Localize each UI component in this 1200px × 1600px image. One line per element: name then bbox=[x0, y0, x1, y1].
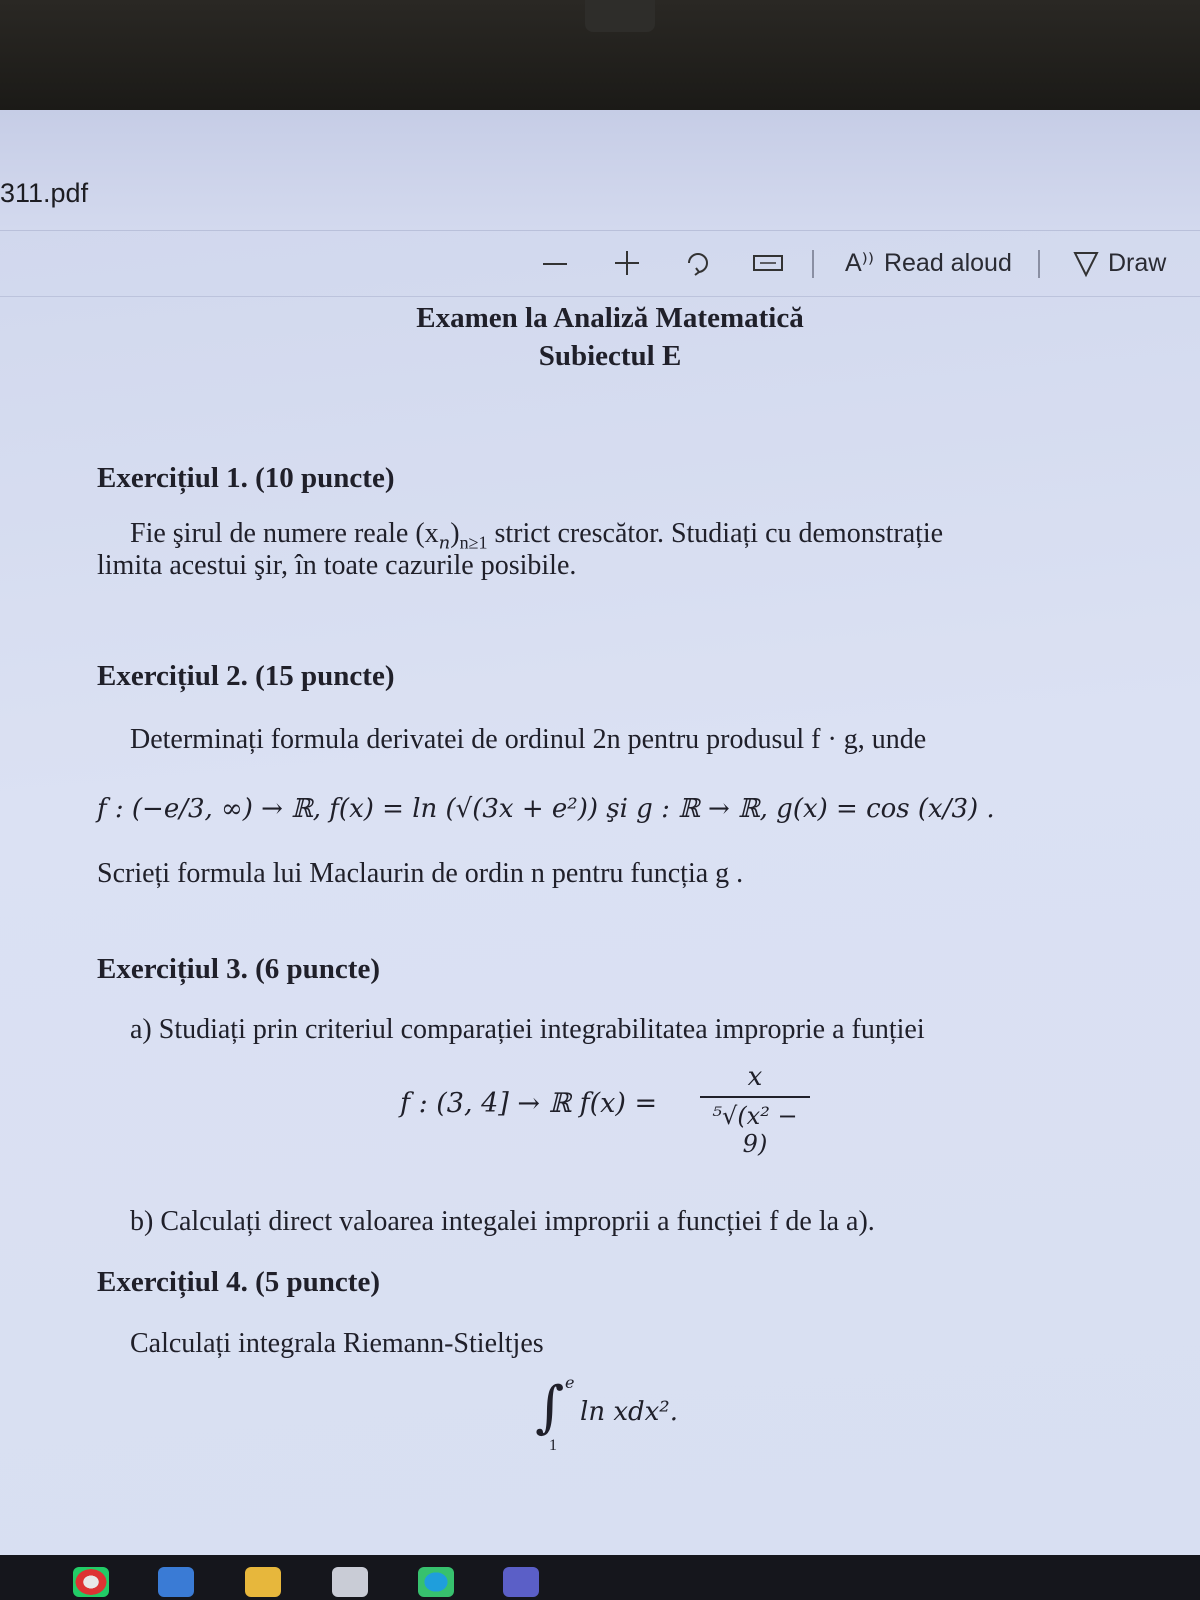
exercise-1-heading: Exercițiul 1. (10 puncte) bbox=[97, 462, 395, 494]
document-subtitle: Subiectul E bbox=[538, 340, 682, 372]
exercise-2-formula: f : (−e/3, ∞) → ℝ, f(x) = ln (√(3x + e²)) şi g : ℝ → ℝ, g(x) = cos (x/3) . bbox=[97, 794, 995, 824]
rotate-button[interactable] bbox=[683, 244, 713, 282]
integral-upper-limit: e bbox=[565, 1373, 575, 1392]
fit-width-icon bbox=[752, 248, 784, 278]
exercise-3-fraction bbox=[700, 1062, 810, 1158]
riemann-stieltjes-integral bbox=[535, 1375, 735, 1455]
toolbar-divider bbox=[812, 250, 814, 278]
plus-icon bbox=[612, 248, 642, 278]
exercise-3-part-a: a) Studiați prin criteriul comparației integrabilitatea improprie a funției bbox=[130, 1014, 925, 1045]
exercise-2-line-3: Scrieți formula lui Maclaurin de ordin n pentru funcția g . bbox=[97, 858, 744, 889]
exercise-2-heading: Exercițiul 2. (15 puncte) bbox=[97, 660, 395, 692]
exercise-2-line-1: Determinați formula derivatei de ordinul 2n pentru produsul f · g, unde bbox=[130, 724, 927, 755]
exercise-1-line-2: limita acestui şir, în toate cazurile posibile. bbox=[97, 550, 577, 581]
exercise-3-part-b: b) Calculați direct valoarea integalei improprii a funcției f de la a). bbox=[130, 1206, 875, 1237]
integral-sign: ∫ bbox=[535, 1375, 565, 1440]
fraction-bar bbox=[700, 1096, 810, 1098]
toolbar-divider bbox=[1038, 250, 1040, 278]
fraction-numerator: x bbox=[747, 1062, 763, 1092]
fit-width-button[interactable] bbox=[752, 244, 784, 282]
mail-icon[interactable] bbox=[158, 1567, 194, 1597]
draw-pen-icon bbox=[1072, 248, 1100, 278]
pdf-viewer-window bbox=[0, 110, 1200, 1555]
store-icon[interactable] bbox=[332, 1567, 368, 1597]
read-aloud-button[interactable]: A⁾⁾ Read aloud bbox=[845, 248, 1012, 277]
integral-lower-limit: 1 bbox=[549, 1437, 557, 1454]
document-title: Examen la Analiză Matematică bbox=[416, 302, 804, 334]
edge-icon[interactable] bbox=[418, 1567, 454, 1597]
exercise-4-heading: Exercițiul 4. (5 puncte) bbox=[97, 1266, 380, 1298]
exercise-1-line-1: Fie şirul de numere reale $(x_n)_{n\ge 1}$ strict crescător. Studiați cu demonstrație bbox=[130, 518, 944, 554]
pdf-toolbar bbox=[0, 232, 1200, 297]
file-explorer-icon[interactable] bbox=[245, 1567, 281, 1597]
fraction-denominator: ⁵√(x² − 9) bbox=[712, 1102, 798, 1158]
window-title: 311.pdf bbox=[0, 178, 89, 208]
teams-icon[interactable] bbox=[503, 1567, 539, 1597]
webcam bbox=[585, 0, 655, 32]
monitor-bezel bbox=[0, 0, 1200, 110]
exercise-4-line-1: Calculați integrala Riemann-Stieltjes bbox=[130, 1328, 544, 1359]
minus-icon bbox=[540, 248, 570, 278]
draw-button[interactable]: Draw bbox=[1072, 244, 1166, 282]
zoom-out-button[interactable] bbox=[540, 244, 570, 282]
zoom-in-button[interactable] bbox=[612, 244, 642, 282]
read-aloud-icon: A⁾⁾ bbox=[845, 249, 874, 277]
exercise-3-formula-left: f : (3, 4] → ℝ f(x) = bbox=[400, 1088, 658, 1119]
exercise-3-heading: Exercițiul 3. (6 puncte) bbox=[97, 953, 380, 985]
integrand: ln xdx². bbox=[580, 1397, 678, 1427]
title-bar bbox=[0, 110, 1200, 231]
taskbar bbox=[0, 1555, 1200, 1600]
rotate-icon bbox=[683, 248, 713, 278]
chrome-icon[interactable] bbox=[73, 1567, 109, 1597]
